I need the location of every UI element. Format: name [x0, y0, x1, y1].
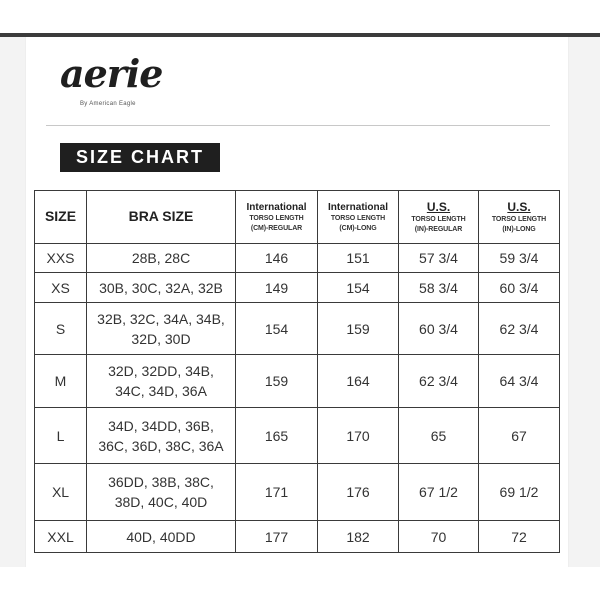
bra-size-cell: 30B, 30C, 32A, 32B	[87, 273, 236, 303]
header-intl-cm-long: International TORSO LENGTH (CM)-LONG	[318, 191, 399, 244]
in-long-cell: 59 3/4	[479, 244, 560, 273]
bra-size-cell: 32D, 32DD, 34B, 34C, 34D, 36A	[87, 355, 236, 408]
size-cell: XXL	[35, 521, 87, 553]
in-long-cell: 60 3/4	[479, 273, 560, 303]
cm-long-cell: 159	[318, 303, 399, 355]
bra-size-cell: 34D, 34DD, 36B, 36C, 36D, 38C, 36A	[87, 408, 236, 464]
header-intl-cm-regular: International TORSO LENGTH (CM)-REGULAR	[236, 191, 318, 244]
in-regular-cell: 70	[399, 521, 479, 553]
in-regular-cell: 58 3/4	[399, 273, 479, 303]
table-row	[35, 521, 560, 553]
cm-long-cell: 170	[318, 408, 399, 464]
header-row	[35, 191, 560, 244]
header-size: SIZE	[35, 191, 87, 244]
bra-size-cell: 36DD, 38B, 38C, 38D, 40C, 40D	[87, 464, 236, 521]
in-regular-cell: 67 1/2	[399, 464, 479, 521]
size-chart-table	[34, 190, 560, 553]
header-divider	[46, 125, 550, 126]
right-margin	[567, 37, 600, 567]
header-us-in-regular: U.S. TORSO LENGTH (IN)-REGULAR	[399, 191, 479, 244]
cm-long-cell: 151	[318, 244, 399, 273]
cm-regular-cell: 165	[236, 408, 318, 464]
cm-long-cell: 182	[318, 521, 399, 553]
bra-size-cell: 32B, 32C, 34A, 34B, 32D, 30D	[87, 303, 236, 355]
table-row	[35, 408, 560, 464]
in-regular-cell: 57 3/4	[399, 244, 479, 273]
brand-logo	[60, 52, 200, 112]
table-row	[35, 464, 560, 521]
in-regular-cell: 62 3/4	[399, 355, 479, 408]
size-cell: M	[35, 355, 87, 408]
size-cell: L	[35, 408, 87, 464]
in-long-cell: 64 3/4	[479, 355, 560, 408]
cm-long-cell: 176	[318, 464, 399, 521]
in-regular-cell: 65	[399, 408, 479, 464]
table-row	[35, 244, 560, 273]
cm-regular-cell: 154	[236, 303, 318, 355]
in-regular-cell: 60 3/4	[399, 303, 479, 355]
bra-size-cell: 40D, 40DD	[87, 521, 236, 553]
logo-tagline: By American Eagle	[80, 101, 136, 107]
left-margin	[0, 37, 25, 567]
size-cell: S	[35, 303, 87, 355]
header-us-in-long: U.S. TORSO LENGTH (IN)-LONG	[479, 191, 560, 244]
logo-wordmark: aerie	[60, 51, 163, 96]
page-title: SIZE CHART	[60, 143, 220, 172]
size-cell: XXS	[35, 244, 87, 273]
cm-regular-cell: 146	[236, 244, 318, 273]
cm-regular-cell: 159	[236, 355, 318, 408]
table-row	[35, 303, 560, 355]
cm-long-cell: 164	[318, 355, 399, 408]
cm-long-cell: 154	[318, 273, 399, 303]
bra-size-cell: 28B, 28C	[87, 244, 236, 273]
in-long-cell: 72	[479, 521, 560, 553]
header-bra-size: BRA SIZE	[87, 191, 236, 244]
cm-regular-cell: 149	[236, 273, 318, 303]
size-cell: XS	[35, 273, 87, 303]
in-long-cell: 69 1/2	[479, 464, 560, 521]
table-row	[35, 355, 560, 408]
size-cell: XL	[35, 464, 87, 521]
table-row	[35, 273, 560, 303]
in-long-cell: 67	[479, 408, 560, 464]
in-long-cell: 62 3/4	[479, 303, 560, 355]
cm-regular-cell: 177	[236, 521, 318, 553]
cm-regular-cell: 171	[236, 464, 318, 521]
